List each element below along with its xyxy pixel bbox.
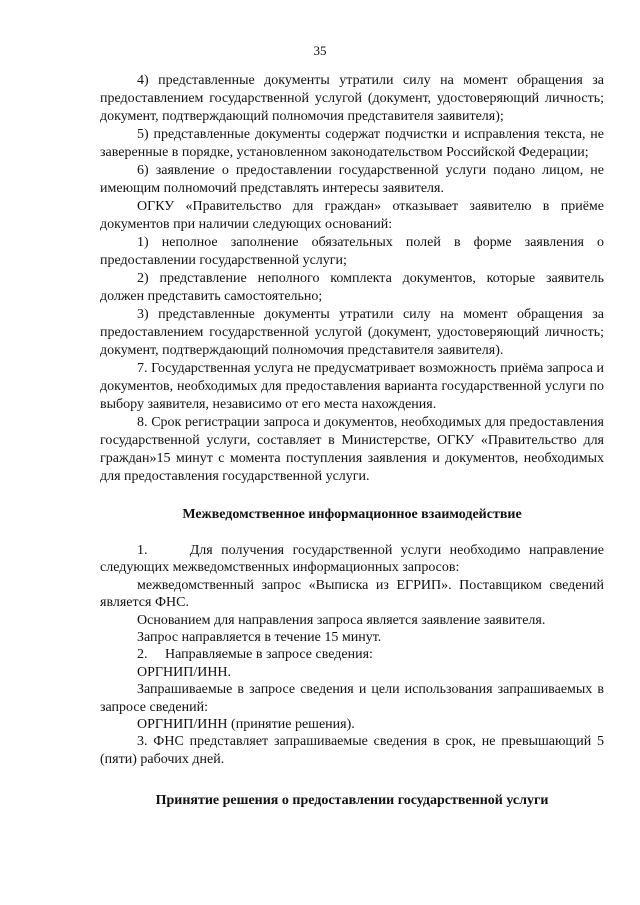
paragraph-interagency-3: 3. ФНС представляет запрашиваемые сведения в срок, не превышающий 5 (пяти) рабочих дней.	[100, 734, 604, 767]
paragraph-ogku-refusal: ОГКУ «Правительство для граждан» отказывает заявителю в приёме документов при наличии следующих оснований:	[100, 199, 604, 232]
paragraph-ground-2: 2) представление неполного комплекта документов, которые заявитель должен представить самостоятельно;	[100, 271, 604, 304]
document-body	[100, 72, 604, 810]
paragraph-item-6: 6) заявление о предоставлении государственной услуги подано лицом, не имеющим полномочий представлять интересы заявителя.	[100, 163, 604, 196]
section-interagency	[100, 542, 604, 768]
paragraph-ground-3: 3) представленные документы утратили силу на момент обращения за предоставлением государственной услугой (документ, удостоверяющий личность; документ, подтверждающий полномочия представителя заявителя).	[100, 307, 604, 358]
section-heading-interagency: Межведомственное информационное взаимодействие	[182, 507, 522, 522]
paragraph-request-timing: Запрос направляется в течение 15 минут.	[137, 630, 382, 646]
paragraph-requested-purpose: ОРГНИП/ИНН (принятие решения).	[137, 717, 355, 733]
section-heading-decision: Принятие решения о предоставлении государственной услуги	[155, 793, 549, 809]
paragraph-requested-data: Запрашиваемые в запросе сведения и цели использования запрашиваемых в запросе сведений:	[100, 682, 604, 715]
paragraph-sent-data: ОРГНИП/ИНН.	[137, 664, 232, 680]
paragraph-ground-1: 1) неполное заполнение обязательных полей в форме заявления о предоставлении государственной услуги;	[100, 235, 604, 268]
paragraph-clause-7: 7. Государственная услуга не предусматривает возможность приёма запроса и документов, необходимых для предоставления варианта государственной услуги по выбору заявителя, независимо от его места нахождения.	[100, 361, 604, 412]
section-refusal-grounds	[100, 72, 604, 486]
paragraph-item-4: 4) представленные документы утратили силу на момент обращения за предоставлением государственной услугой (документ, удостоверяющий личность; документ, подтверждающий полномочия представителя заявителя);	[100, 73, 604, 124]
paragraph-clause-8: 8. Срок регистрации запроса и документов, необходимых для предоставления государственной услуги, составляет в Министерстве, ОГКУ «Правительство для граждан»15 минут с момента поступления заявления и документов, необходимых для предоставления государственной услуги.	[100, 415, 604, 484]
paragraph-request-egrip: межведомственный запрос «Выписка из ЕГРИП». Поставщиком сведений является ФНС.	[100, 577, 604, 611]
paragraph-interagency-1: 1. Для получения государственной услуги необходимо направление следующих межведомственных информационных запросов:	[100, 543, 604, 576]
paragraph-item-5: 5) представленные документы содержат подчистки и исправления текста, не заверенные в порядке, установленном законодательством Российской Федерации;	[100, 127, 604, 160]
paragraph-interagency-2: 2. Направляемые в запросе сведения:	[137, 647, 373, 663]
paragraph-request-basis: Основанием для направления запроса является заявление заявителя.	[137, 612, 546, 628]
page-number: 35	[313, 43, 327, 58]
